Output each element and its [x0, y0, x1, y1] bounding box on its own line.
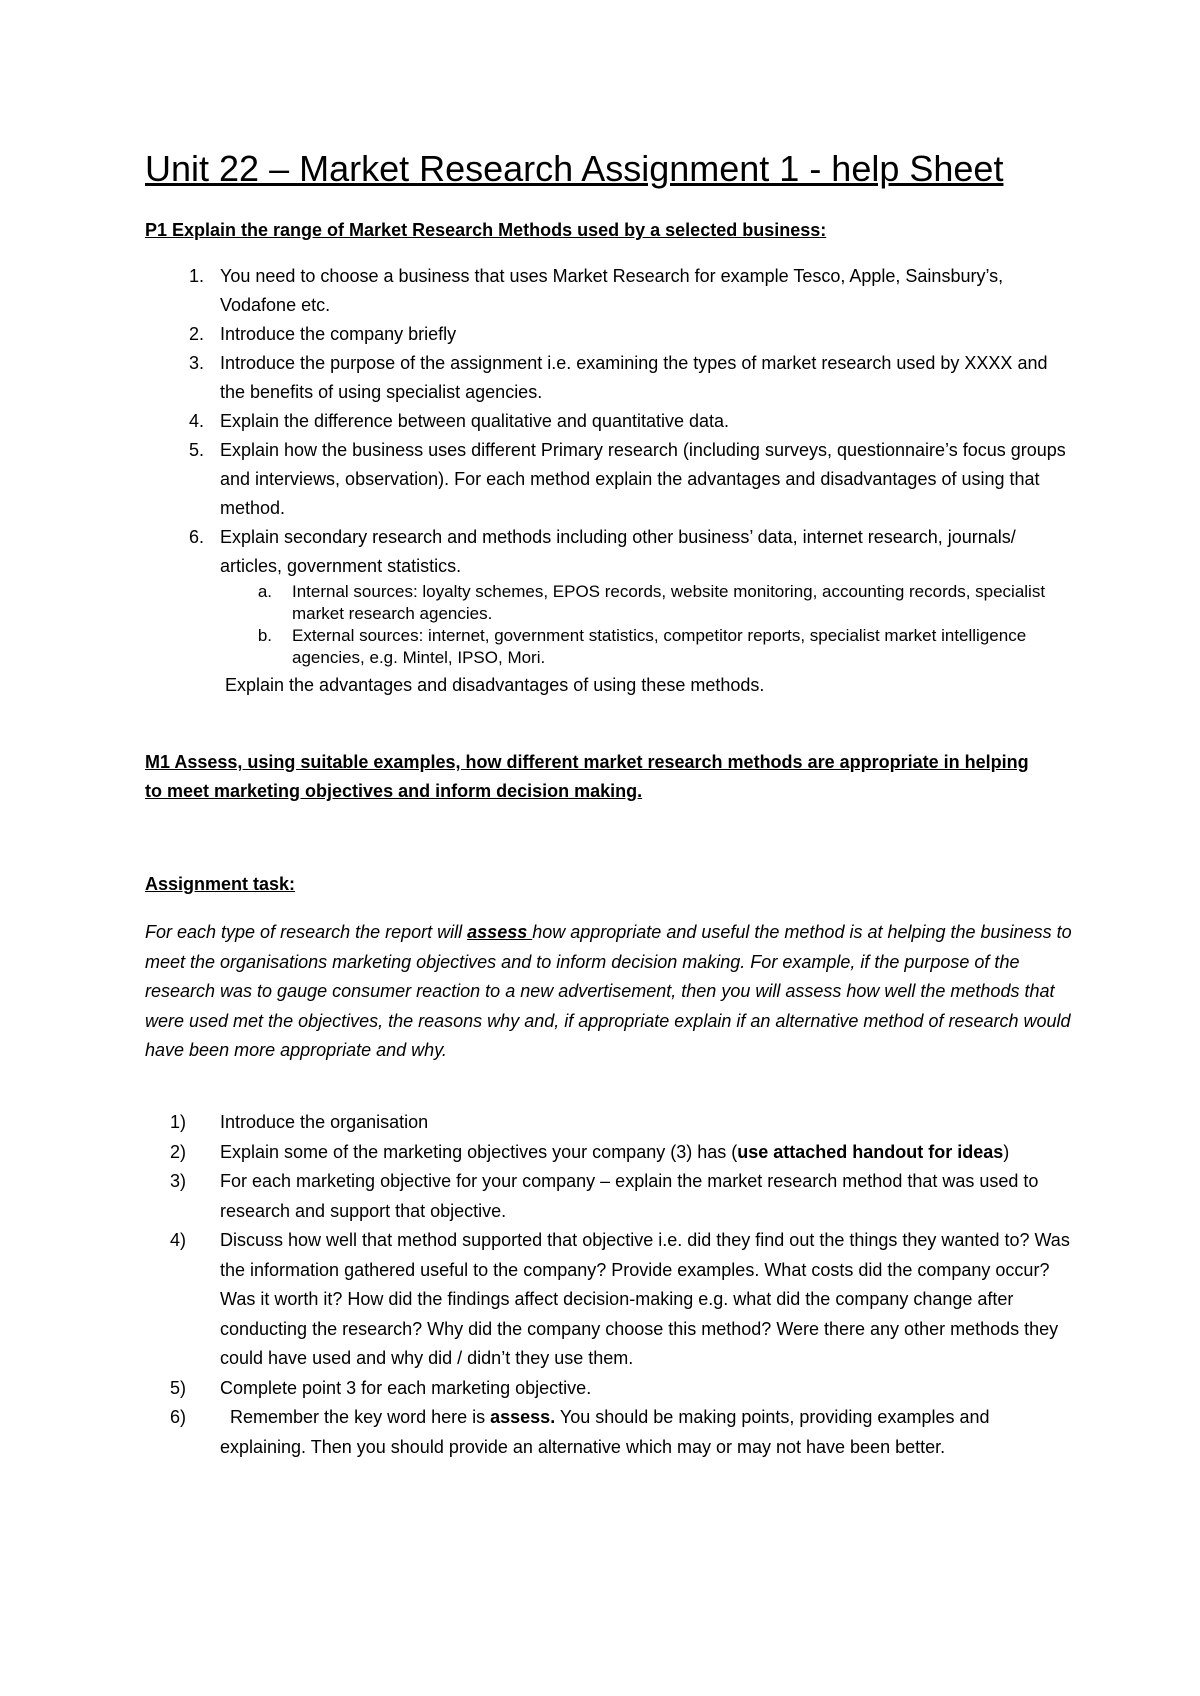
list-number: 4.	[188, 411, 204, 431]
list-item	[170, 349, 1075, 407]
list-number: 3)	[170, 1171, 187, 1191]
list-number: 1.	[188, 266, 204, 286]
list-number: 6.	[188, 527, 204, 547]
list-text: Explain secondary research and methods including other business’ data, internet research, journals/ articles, government statistics.	[220, 527, 1016, 576]
sub-list-letter: a.	[257, 582, 272, 601]
sub-list-text: Internal sources: loyalty schemes, EPOS records, website monitoring, accounting records, specialist market research agencies.	[292, 582, 1046, 623]
list-text: Remember the key word here is	[220, 1407, 491, 1427]
list-text-bold: assess.	[490, 1407, 556, 1427]
sub-list-text: External sources: internet, government statistics, competitor reports, specialist market intelligence agencies, e.g. Mintel, IPSO, Mori.	[292, 626, 1027, 667]
p1-trailing-text: Explain the advantages and disadvantages of using these methods.	[225, 675, 765, 695]
list-item	[170, 436, 1075, 523]
list-text: Introduce the organisation	[220, 1112, 429, 1132]
list-text: Discuss how well that method supported that objective i.e. did they find out the things they wanted to? Was the information gathered useful to the company? Provide examples. What costs did the company occur? Was it worth it? How did the findings affect decision-making e.g. what did the company change after conducting the research? Why did the company choose this method? Were there any other methods they could have used and why did / didn’t they use them.	[220, 1230, 1070, 1368]
list-text: Introduce the company briefly	[220, 324, 457, 344]
sub-list-item	[170, 581, 1075, 625]
list-text: You need to choose a business that uses Market Research for example Tesco, Apple, Sainsbury’s, Vodafone etc.	[220, 266, 1004, 315]
task-paragraph-emphasis: assess	[467, 922, 533, 942]
list-text-bold: use attached handout for ideas	[737, 1141, 1004, 1162]
list-number: 6)	[170, 1407, 187, 1427]
list-item	[170, 262, 1075, 320]
list-item	[170, 407, 1075, 436]
list-number: 3.	[188, 353, 204, 373]
task-paragraph-end: how appropriate and useful the method is at helping the business to meet the organisations marketing objectives and to inform decision making. For example, if the purpose of the research was to gauge consumer reaction to a new advertisement, then you will assess how well the methods that were used met the objectives, the reasons why and, if appropriate explain if an alternative method of research would have been more appropriate and why.	[145, 922, 1072, 1060]
list-text-after: )	[1003, 1141, 1010, 1162]
list-number: 5.	[188, 440, 204, 460]
list-item	[170, 1403, 1075, 1462]
task-paragraph-start: For each type of research the report will	[145, 922, 468, 942]
list-text: Explain some of the marketing objectives your company (3) has (	[220, 1141, 738, 1162]
list-number: 2.	[188, 324, 204, 344]
p1-heading: P1 Explain the range of Market Research Methods used by a selected business:	[145, 220, 827, 240]
list-item	[170, 1138, 1075, 1168]
list-item	[170, 1226, 1075, 1374]
list-number: 2)	[170, 1141, 187, 1162]
list-item	[170, 1374, 1075, 1404]
list-text: Explain the difference between qualitative and quantitative data.	[220, 411, 730, 431]
page-title: Unit 22 – Market Research Assignment 1 - help Sheet	[145, 148, 1004, 189]
list-item	[170, 1167, 1075, 1226]
task-steps-list	[170, 1108, 1075, 1462]
list-text-after: You should be making points, providing examples and explaining. Then you should provide an alternative which may or may not have been better.	[220, 1407, 990, 1457]
list-number: 4)	[170, 1230, 187, 1250]
list-item	[170, 523, 1075, 581]
p1-list	[170, 262, 1075, 700]
assignment-task-heading: Assignment task:	[145, 874, 296, 894]
list-item	[170, 1108, 1075, 1138]
list-number: 5)	[170, 1377, 187, 1398]
task-paragraph	[145, 918, 1075, 1066]
list-text: For each marketing objective for your company – explain the market research method that was used to research and support that objective.	[220, 1171, 1039, 1221]
sub-list	[170, 581, 1075, 669]
sub-list-item	[170, 625, 1075, 669]
list-item	[170, 320, 1075, 349]
sub-list-letter: b.	[257, 626, 272, 645]
list-text: Complete point 3 for each marketing objective.	[220, 1377, 592, 1398]
m1-heading: M1 Assess, using suitable examples, how different market research methods are appropriate in helping to meet marketing objectives and inform decision making.	[145, 752, 1029, 801]
list-text: Explain how the business uses different Primary research (including surveys, questionnaire’s focus groups and interviews, observation). For each method explain the advantages and disadvantages of using that method.	[220, 440, 1066, 518]
list-number: 1)	[170, 1112, 187, 1132]
list-text: Introduce the purpose of the assignment i.e. examining the types of market research used by XXXX and the benefits of using specialist agencies.	[220, 353, 1048, 402]
